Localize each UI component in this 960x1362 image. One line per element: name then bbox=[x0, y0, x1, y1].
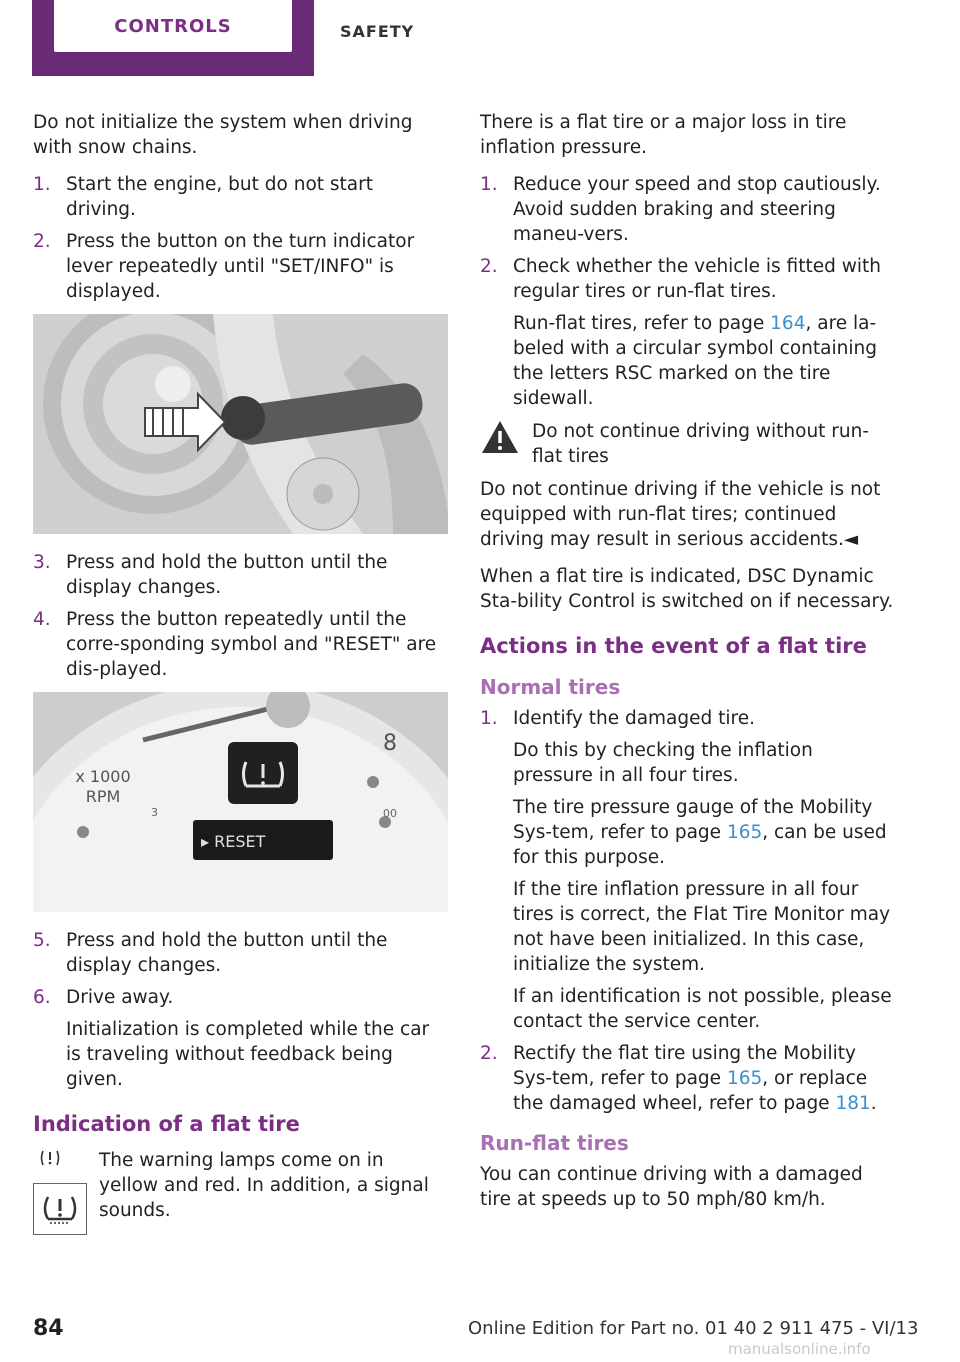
tab-controls[interactable] bbox=[32, 0, 314, 76]
instrument-cluster-photo bbox=[33, 692, 448, 912]
page-link-164[interactable]: 164 bbox=[770, 313, 806, 334]
page-link-181[interactable]: 181 bbox=[835, 1093, 871, 1114]
list-text: Drive away. bbox=[66, 987, 174, 1008]
list-item bbox=[33, 928, 448, 978]
list-subtext: Initialization is completed while the car is traveling without feedback being given. bbox=[66, 1019, 430, 1090]
list-subtext bbox=[513, 795, 895, 870]
warning-lamp-icons bbox=[33, 1148, 89, 1235]
heading-run-flat-tires: Run-flat tires bbox=[480, 1131, 629, 1155]
run-flat-text: You can continue driving with a damaged tire at speeds up to 50 mph/80 km/h. bbox=[480, 1164, 863, 1210]
list-text: Press the button on the turn indicator lever repeatedly until "SET/INFO" is displayed. bbox=[66, 231, 415, 302]
gauge-mark-00: 00 bbox=[383, 807, 397, 820]
gauge-mark-8: 8 bbox=[383, 731, 397, 756]
list-item bbox=[33, 550, 448, 600]
intro-flat-tire: There is a flat tire or a major loss in tire inflation pressure. bbox=[480, 112, 847, 158]
turn-indicator-photo bbox=[33, 314, 448, 534]
list-body bbox=[66, 985, 448, 1092]
list-item bbox=[480, 254, 895, 411]
list-number: 1. bbox=[480, 174, 498, 195]
list-number: 4. bbox=[33, 609, 51, 630]
list-number: 2. bbox=[33, 231, 51, 252]
reset-display-text: ▸ RESET bbox=[201, 832, 266, 851]
warning-notice bbox=[480, 419, 895, 469]
list-number: 1. bbox=[33, 174, 51, 195]
list-body bbox=[513, 706, 895, 1034]
list-number: 6. bbox=[33, 987, 51, 1008]
list-subtext: If the tire inflation pressure in all four tires is correct, the Flat Tire Monitor may not have been initialized. In this case, initialize the system. bbox=[513, 879, 891, 975]
heading-indication-flat-tire: Indication of a flat tire bbox=[33, 1112, 300, 1136]
text-pre: Rectify the flat tire using the Mobility Sys-tem, refer to page bbox=[513, 1043, 856, 1089]
rpm-label-line2: RPM bbox=[85, 787, 121, 806]
warning-lamp-text: The warning lamps come on in yellow and red. In addition, a signal sounds. bbox=[99, 1150, 429, 1221]
list-subtext: Do this by checking the inflation pressure in all four tires. bbox=[513, 740, 813, 786]
list-number: 3. bbox=[33, 552, 51, 573]
list-text: Press the button repeatedly until the corre-sponding symbol and "RESET" are dis-played. bbox=[66, 609, 437, 680]
text-post: . bbox=[870, 1093, 877, 1114]
warning-title: Do not continue driving without run-flat tires bbox=[532, 421, 870, 467]
page-link-165[interactable]: 165 bbox=[726, 1068, 763, 1089]
subtext-pre: Run-flat tires, refer to page bbox=[513, 313, 771, 334]
gauge-mark-3: 3 bbox=[151, 806, 158, 819]
list-text: Start the engine, but do not start driving. bbox=[66, 174, 373, 220]
page-number: 84 bbox=[33, 1316, 64, 1341]
list-number: 2. bbox=[480, 1043, 498, 1064]
heading-normal-tires: Normal tires bbox=[480, 675, 621, 699]
list-body bbox=[513, 254, 895, 411]
subtext-post: , are la-beled with a circular symbol containing the letters RSC marked on the tire sidewall. bbox=[513, 313, 877, 409]
edition-info: Online Edition for Part no. 01 40 2 911 475 - VI/13 bbox=[468, 1318, 919, 1339]
list-text bbox=[513, 1041, 895, 1116]
list-text: Identify the damaged tire. bbox=[513, 708, 755, 729]
warning-triangle-icon bbox=[480, 419, 520, 455]
left-column bbox=[33, 110, 448, 1235]
list-text: Press and hold the button until the display changes. bbox=[66, 930, 388, 976]
list-item bbox=[33, 985, 448, 1092]
tire-pressure-warning-small-icon bbox=[39, 1148, 61, 1168]
instrument-cluster-illustration bbox=[33, 692, 448, 912]
header-tabs bbox=[0, 0, 960, 80]
list-item bbox=[480, 1041, 895, 1116]
right-column bbox=[480, 110, 895, 1212]
list-number: 2. bbox=[480, 256, 498, 277]
tire-pressure-warning-icon bbox=[33, 1183, 87, 1235]
intro-snow-chains: Do not initialize the system when driving with snow chains. bbox=[33, 112, 413, 158]
tab-controls-label: CONTROLS bbox=[54, 0, 292, 52]
watermark: manualsonline.info bbox=[728, 1340, 871, 1358]
list-item bbox=[33, 607, 448, 682]
dsc-text: When a flat tire is indicated, DSC Dynamic Sta-bility Control is switched on if necessary. bbox=[480, 566, 894, 612]
list-number: 5. bbox=[33, 930, 51, 951]
turn-indicator-illustration bbox=[33, 314, 448, 534]
list-item bbox=[33, 229, 448, 304]
subtext-post: , can be used for this purpose. bbox=[513, 822, 887, 868]
list-subtext: If an identification is not possible, please contact the service center. bbox=[513, 986, 892, 1032]
text-mid: , or replace the damaged wheel, refer to page bbox=[513, 1068, 868, 1114]
tab-safety[interactable]: SAFETY bbox=[340, 22, 415, 41]
heading-actions-flat-tire: Actions in the event of a flat tire bbox=[480, 634, 867, 658]
warning-lamp-row bbox=[33, 1148, 448, 1235]
rpm-label-line1: x 1000 bbox=[75, 767, 131, 786]
list-item bbox=[33, 172, 448, 222]
list-item bbox=[480, 172, 895, 247]
page-link-165[interactable]: 165 bbox=[726, 822, 763, 843]
list-text: Check whether the vehicle is fitted with regular tires or run-flat tires. bbox=[513, 256, 881, 302]
list-subtext bbox=[513, 311, 895, 411]
list-item bbox=[480, 706, 895, 1034]
subtext-pre: The tire pressure gauge of the Mobility Sys-tem, refer to page bbox=[513, 797, 873, 843]
list-text: Press and hold the button until the display changes. bbox=[66, 552, 388, 598]
list-text: Reduce your speed and stop cautiously. Avoid sudden braking and steering maneu-vers. bbox=[513, 174, 881, 245]
warning-body: Do not continue driving if the vehicle is not equipped with run-flat tires; continued driving may result in serious accidents.◄ bbox=[480, 479, 881, 550]
list-number: 1. bbox=[480, 708, 498, 729]
